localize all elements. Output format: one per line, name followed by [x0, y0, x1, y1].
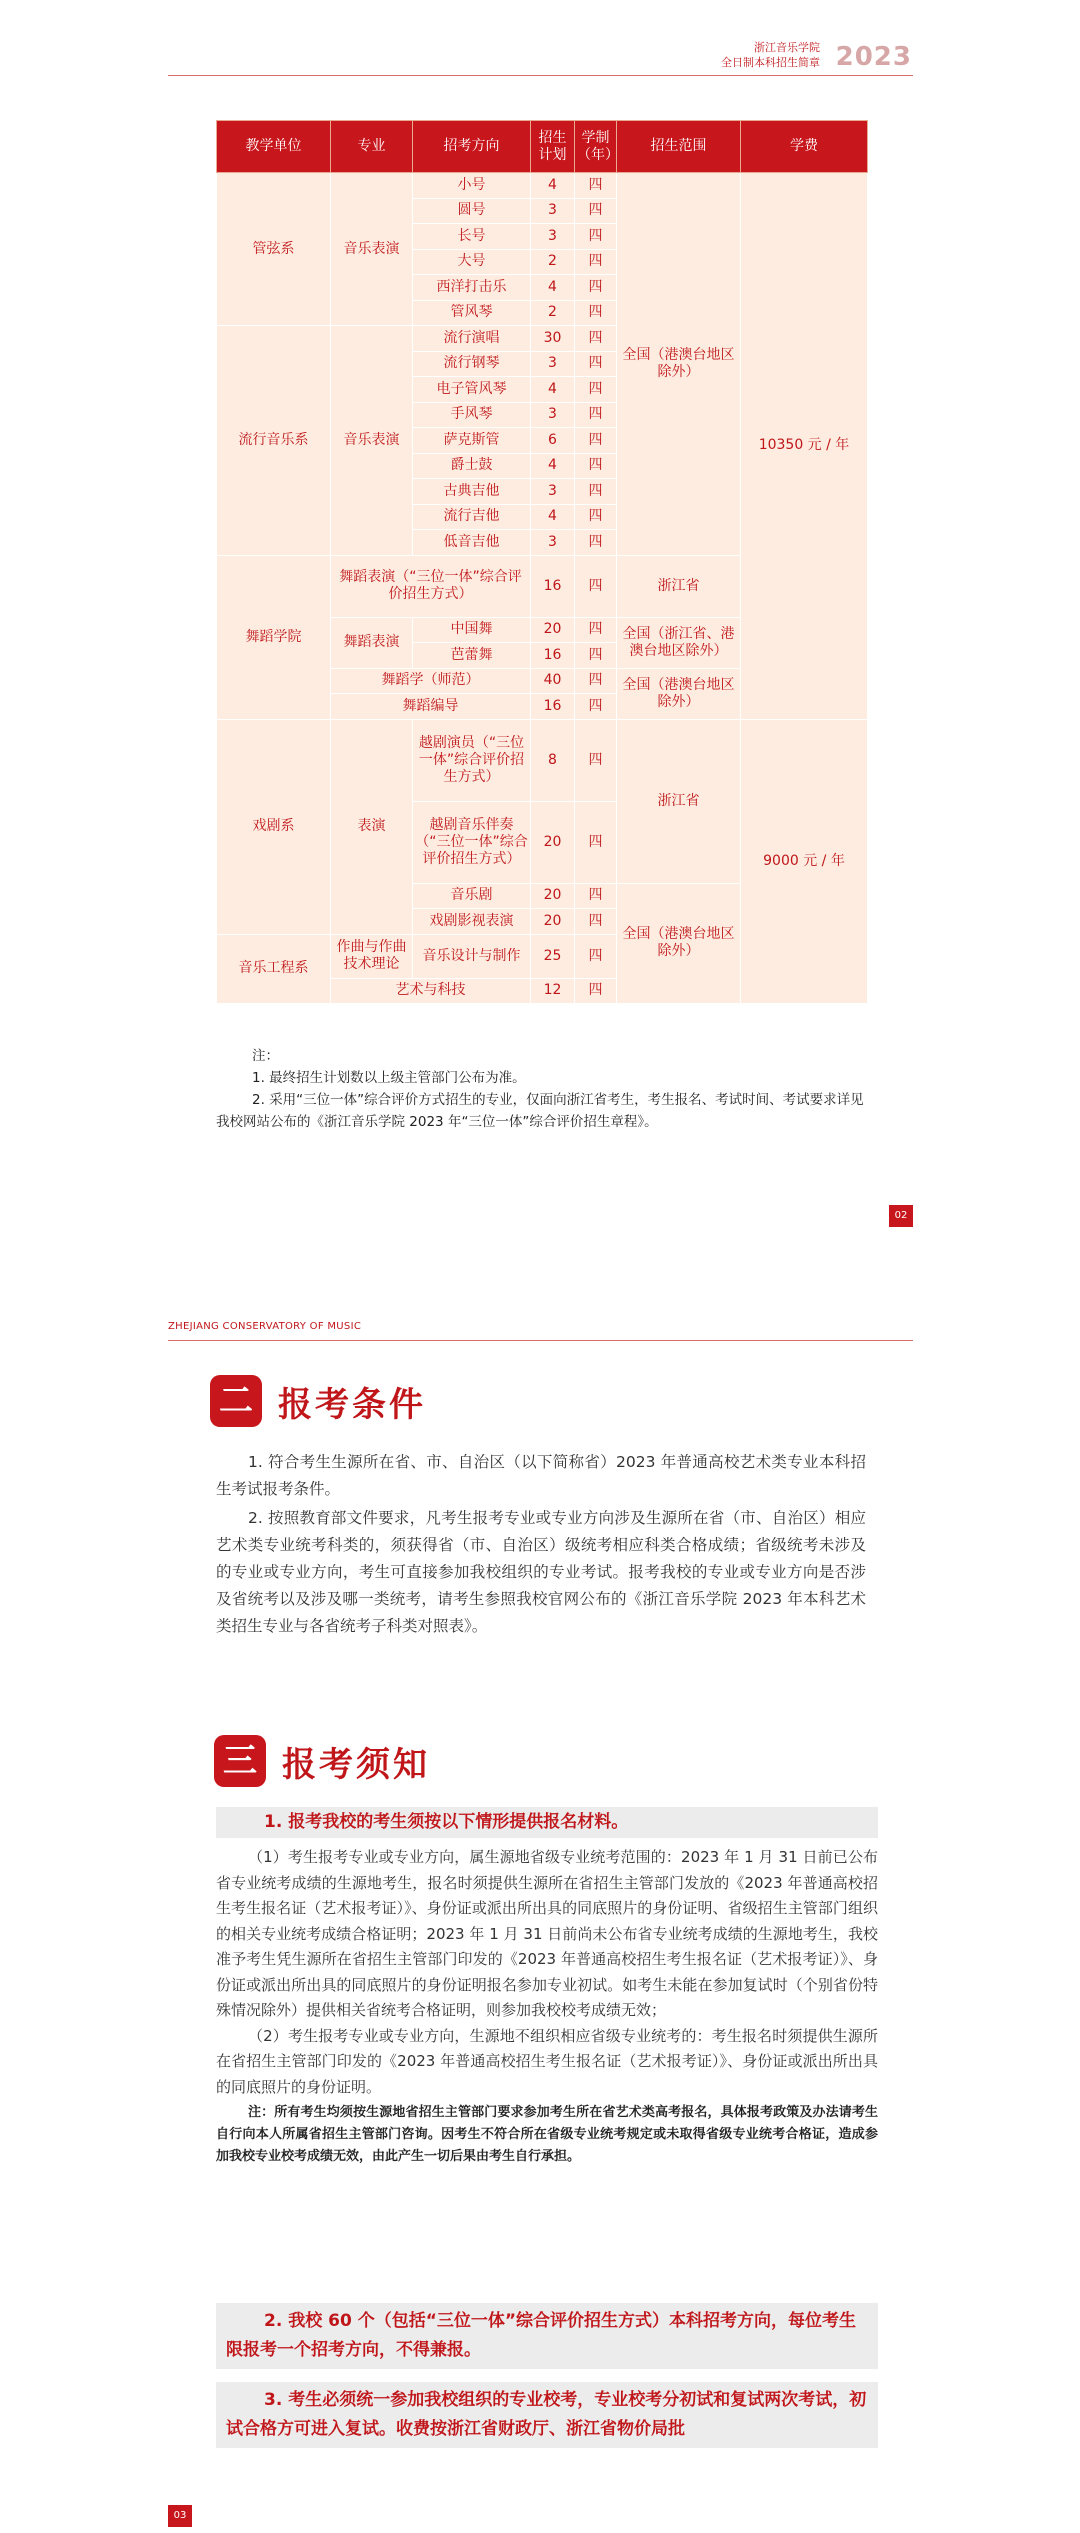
plan-cell: 25 — [531, 934, 575, 978]
years-cell: 四 — [575, 555, 617, 617]
direction-cell: 西洋打击乐 — [413, 275, 531, 301]
direction-cell: 戏剧影视表演 — [413, 909, 531, 935]
plan-cell: 4 — [531, 377, 575, 403]
section-heading-3 — [214, 1735, 430, 1787]
col-header-plan: 招生计划 — [531, 121, 575, 173]
plan-cell: 20 — [531, 883, 575, 909]
highlight-text: 2. 我校 60 个（包括“三位一体”综合评价招生方式）本科招考方向，每位考生限报考一个招考方向，不得兼报。 — [226, 2311, 857, 2360]
table-row — [217, 719, 868, 801]
direction-cell: 萨克斯管 — [413, 428, 531, 454]
direction-cell: 舞蹈编导 — [331, 694, 531, 720]
col-header-unit: 教学单位 — [217, 121, 331, 173]
unit-cell: 管弦系 — [217, 173, 331, 326]
header-year: 2023 — [835, 42, 912, 72]
direction-cell: 中国舞 — [413, 617, 531, 643]
years-cell: 四 — [575, 326, 617, 352]
plan-cell: 6 — [531, 428, 575, 454]
direction-cell: 流行演唱 — [413, 326, 531, 352]
direction-cell: 低音吉他 — [413, 530, 531, 556]
major-cell: 舞蹈表演 — [331, 617, 413, 668]
note-paragraph: 注：所有考生均须按生源地省招生主管部门要求参加考生所在省艺术类高考报名，具体报考政策及办法请考生自行向本人所属省招生主管部门咨询。因考生不符合所在省级专业统考规定或未取得省级专业统考合格证，造成参加我校专业校考成绩无效，由此产生一切后果由考生自行承担。 — [216, 2105, 878, 2164]
enrollment-plan-table — [216, 120, 868, 1004]
table-notes — [216, 1045, 876, 1133]
direction-cell: 流行钢琴 — [413, 351, 531, 377]
plan-cell: 16 — [531, 555, 575, 617]
scope-cell: 全国（港澳台地区除外） — [617, 668, 741, 719]
years-cell: 四 — [575, 504, 617, 530]
note-item: 1. 最终招生计划数以上级主管部门公布为准。 — [252, 1070, 526, 1086]
direction-cell: 管风琴 — [413, 300, 531, 326]
direction-cell: 圆号 — [413, 198, 531, 224]
direction-cell: 艺术与科技 — [331, 978, 531, 1004]
direction-cell: 音乐剧 — [413, 883, 531, 909]
major-cell: 表演 — [331, 719, 413, 934]
plan-cell: 40 — [531, 668, 575, 694]
major-cell: 音乐表演 — [331, 173, 413, 326]
highlight-bar — [216, 1807, 878, 1838]
plan-cell: 2 — [531, 249, 575, 275]
page-number: 02 — [889, 1205, 913, 1227]
col-header-direction: 招考方向 — [413, 121, 531, 173]
years-cell: 四 — [575, 909, 617, 935]
years-cell: 四 — [575, 198, 617, 224]
page-number: 03 — [168, 2505, 192, 2527]
header-english: ZHEJIANG CONSERVATORY OF MUSIC — [168, 1321, 362, 1332]
direction-cell: 越剧音乐伴奏（“三位一体”综合评价招生方式） — [413, 801, 531, 883]
direction-cell: 爵士鼓 — [413, 453, 531, 479]
section-number-badge: 三 — [214, 1735, 266, 1787]
plan-cell: 3 — [531, 198, 575, 224]
unit-cell: 流行音乐系 — [217, 326, 331, 556]
highlight-bar — [216, 2303, 878, 2369]
direction-cell: 长号 — [413, 224, 531, 250]
years-cell: 四 — [575, 530, 617, 556]
plan-cell: 3 — [531, 351, 575, 377]
brochure-header — [721, 40, 820, 70]
direction-cell: 手风琴 — [413, 402, 531, 428]
paragraph: （2）考生报考专业或专业方向，生源地不组织相应省级专业统考的：考生报名时须提供生源所在省招生主管部门印发的《2023 年普通高校招生考生报名证（艺术报考证）》、身份证或派出所出具的同底照片的身份证明。 — [216, 2026, 878, 2096]
col-header-major: 专业 — [331, 121, 413, 173]
years-cell: 四 — [575, 173, 617, 199]
unit-cell: 戏剧系 — [217, 719, 331, 934]
years-cell: 四 — [575, 428, 617, 454]
plan-cell: 30 — [531, 326, 575, 352]
direction-cell: 古典吉他 — [413, 479, 531, 505]
plan-cell: 20 — [531, 617, 575, 643]
plan-cell: 20 — [531, 801, 575, 883]
plan-cell: 3 — [531, 224, 575, 250]
scope-cell: 全国（港澳台地区除外） — [617, 173, 741, 556]
direction-cell: 流行吉他 — [413, 504, 531, 530]
plan-cell: 4 — [531, 173, 575, 199]
header-school: 浙江音乐学院 — [754, 41, 820, 54]
paragraph: 1. 符合考生生源所在省、市、自治区（以下简称省）2023 年普通高校艺术类专业本科招生考试报考条件。 — [216, 1453, 866, 1498]
years-cell: 四 — [575, 801, 617, 883]
scope-cell: 浙江省 — [617, 555, 741, 617]
plan-cell: 4 — [531, 275, 575, 301]
major-cell: 音乐表演 — [331, 326, 413, 556]
scope-cell: 全国（港澳台地区除外） — [617, 883, 741, 1004]
section-number-badge: 二 — [210, 1375, 262, 1427]
section-heading-2 — [210, 1375, 426, 1427]
direction-cell: 大号 — [413, 249, 531, 275]
plan-cell: 16 — [531, 694, 575, 720]
highlight-text: 3. 考生必须统一参加我校组织的专业校考，专业校考分初试和复试两次考试，初试合格方可进入复试。收费按浙江省财政厅、浙江省物价局批 — [226, 2390, 867, 2439]
fee-cell: 10350 元 / 年 — [741, 173, 868, 720]
direction-cell: 越剧演员（“三位一体”综合评价招生方式） — [413, 719, 531, 801]
header-rule — [168, 75, 913, 76]
years-cell: 四 — [575, 249, 617, 275]
years-cell: 四 — [575, 883, 617, 909]
section-title: 报考条件 — [278, 1384, 426, 1425]
paragraph: 2. 按照教育部文件要求，凡考生报考专业或专业方向涉及生源所在省（市、自治区）相应艺术类专业统考科类的，须获得省（市、自治区）级统考相应科类合格成绩；省级统考未涉及的专业或专业方向，考生可直接参加我校组织的专业考试。报考我校的专业或专业方向是否涉及省统考以及涉及哪一类统考，请考生参照我校官网公布的《浙江音乐学院 2023 年本科艺术类招生专业与各省统考子科类对照表》。 — [216, 1509, 866, 1635]
fee-cell: 9000 元 / 年 — [741, 719, 868, 1004]
section-title: 报考须知 — [282, 1744, 430, 1785]
header-subtitle: 全日制本科招生简章 — [721, 56, 820, 69]
major-cell: 作曲与作曲技术理论 — [331, 934, 413, 978]
col-header-years: 学制（年） — [575, 121, 617, 173]
years-cell: 四 — [575, 275, 617, 301]
page-02 — [0, 0, 1080, 1250]
table-header-row — [217, 121, 868, 173]
section-2-body — [216, 1449, 866, 1642]
plan-cell: 16 — [531, 643, 575, 669]
plan-cell: 12 — [531, 978, 575, 1004]
highlight-text: 1. 报考我校的考生须按以下情形提供报名材料。 — [264, 1812, 629, 1832]
direction-cell: 小号 — [413, 173, 531, 199]
plan-cell: 4 — [531, 453, 575, 479]
plan-cell: 3 — [531, 402, 575, 428]
years-cell: 四 — [575, 719, 617, 801]
years-cell: 四 — [575, 479, 617, 505]
years-cell: 四 — [575, 643, 617, 669]
col-header-fee: 学费 — [741, 121, 868, 173]
plan-cell: 3 — [531, 530, 575, 556]
plan-cell: 2 — [531, 300, 575, 326]
plan-cell: 4 — [531, 504, 575, 530]
scope-cell: 浙江省 — [617, 719, 741, 883]
years-cell: 四 — [575, 978, 617, 1004]
plan-cell: 8 — [531, 719, 575, 801]
years-cell: 四 — [575, 453, 617, 479]
col-header-scope: 招生范围 — [617, 121, 741, 173]
years-cell: 四 — [575, 934, 617, 978]
table-row — [217, 173, 868, 199]
direction-cell: 舞蹈学（师范） — [331, 668, 531, 694]
header-rule — [168, 1340, 913, 1341]
direction-cell: 芭蕾舞 — [413, 643, 531, 669]
direction-cell: 电子管风琴 — [413, 377, 531, 403]
direction-cell: 舞蹈表演（“三位一体”综合评价招生方式） — [331, 555, 531, 617]
paragraph: （1）考生报考专业或专业方向，属生源地省级专业统考范围的：2023 年 1 月 31 日前已公布省专业统考成绩的生源地考生，报名时须提供生源所在省招生主管部门发放的《2023 年普通高校招生考生报名证（艺术报考证）》、身份证或派出所出具的同底照片的身份证明、省级招生主管部门组织的相关专业统考成绩合格证明；2023 年 1 月 31 日前尚未公布省专业统考成绩的生源地考生，我校准予考生凭生源所在省招生主管部门印发的《2023 年普通高校招生考生报名证（艺术报考证）》、身份证或派出所出具的同底照片的身份证明报名参加专业初试。如考生未能在参加复试时（个别省份特殊情况除外）提供相关省统考合格证明，则参加我校校考成绩无效； — [216, 1848, 878, 2019]
years-cell: 四 — [575, 351, 617, 377]
direction-cell: 音乐设计与制作 — [413, 934, 531, 978]
years-cell: 四 — [575, 377, 617, 403]
unit-cell: 音乐工程系 — [217, 934, 331, 1004]
years-cell: 四 — [575, 617, 617, 643]
plan-cell: 20 — [531, 909, 575, 935]
notes-title: 注： — [252, 1048, 279, 1064]
years-cell: 四 — [575, 668, 617, 694]
years-cell: 四 — [575, 402, 617, 428]
plan-cell: 3 — [531, 479, 575, 505]
scope-cell: 全国（浙江省、港澳台地区除外） — [617, 617, 741, 668]
highlight-bar — [216, 2382, 878, 2448]
years-cell: 四 — [575, 694, 617, 720]
years-cell: 四 — [575, 224, 617, 250]
note-item: 2. 采用“三位一体”综合评价方式招生的专业，仅面向浙江省考生，考生报名、考试时间、考试要求详见我校网站公布的《浙江音乐学院 2023 年“三位一体”综合评价招生章程》。 — [216, 1092, 864, 1130]
section-3-body — [216, 1845, 878, 2168]
years-cell: 四 — [575, 300, 617, 326]
unit-cell: 舞蹈学院 — [217, 555, 331, 719]
